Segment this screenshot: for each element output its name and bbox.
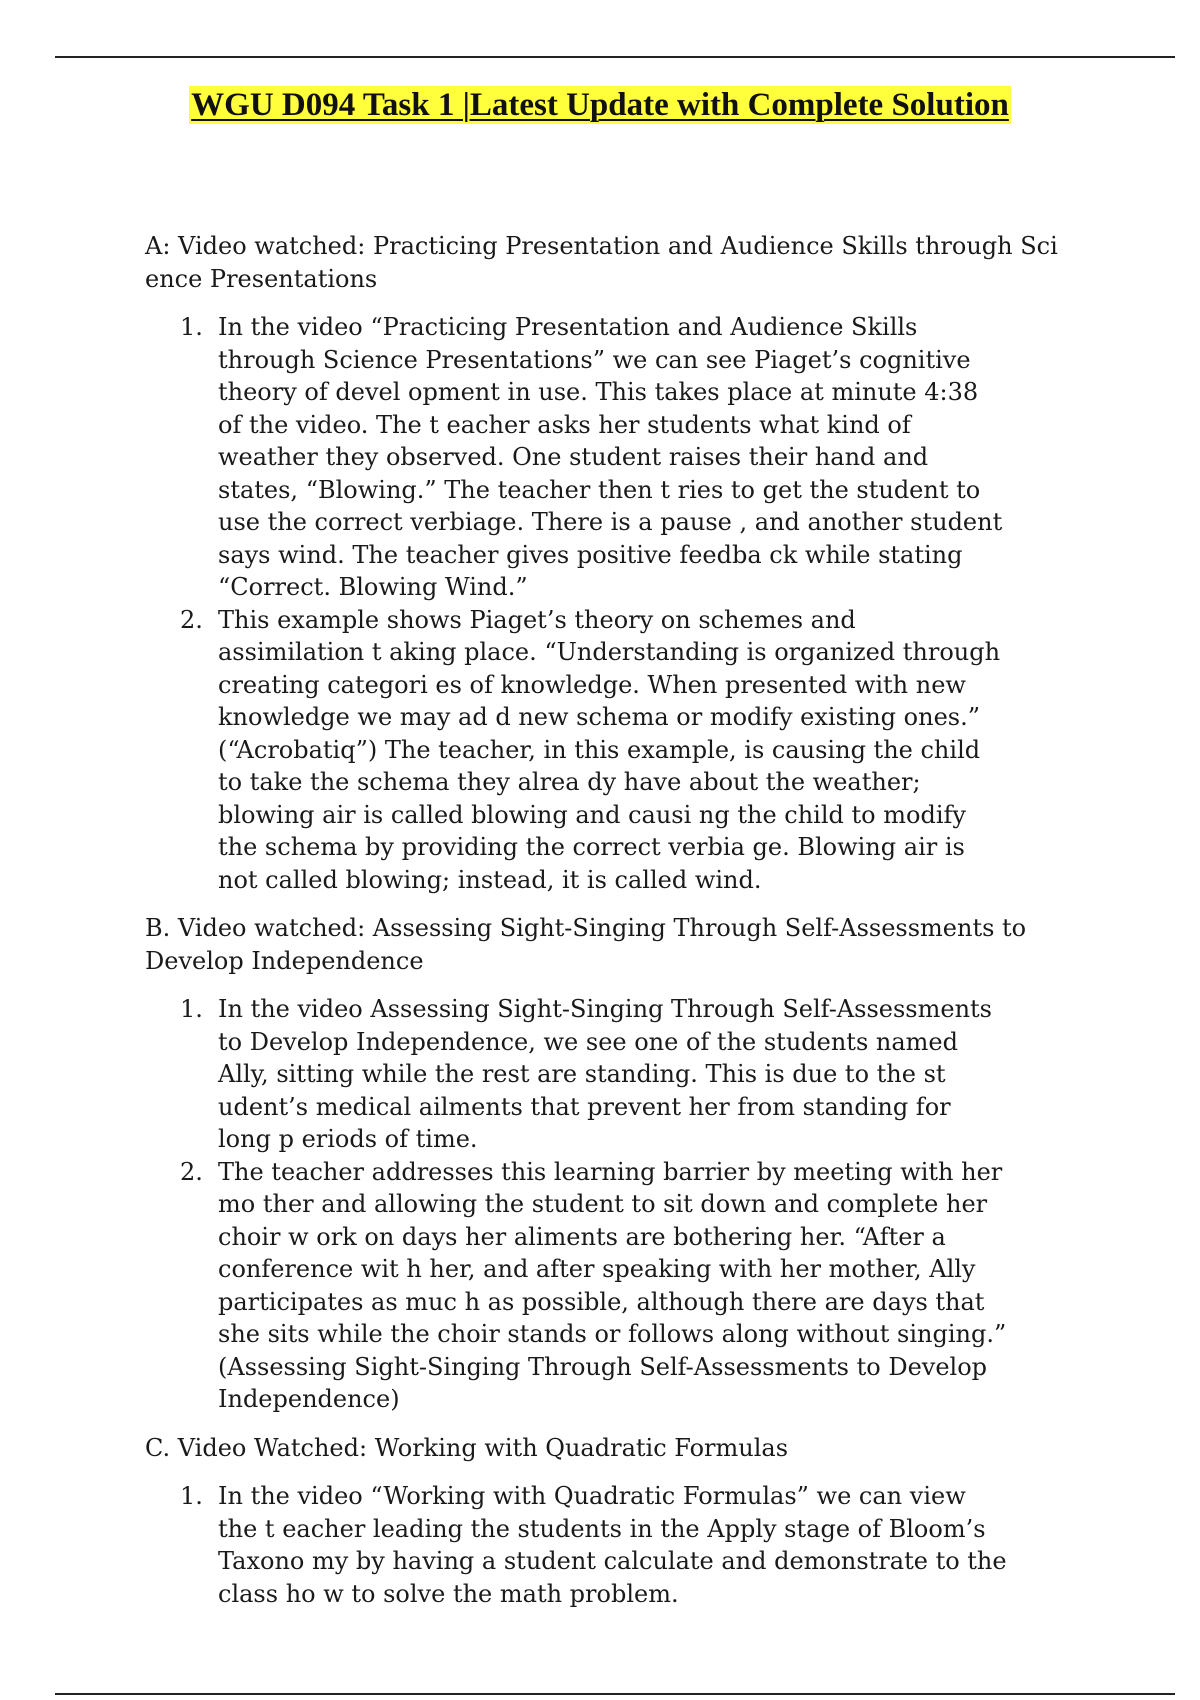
- list-item-text: In the video “Practicing Presentation and Audience Skills through Science Presentations” we can see Piaget’s cognitive theory of devel opment in use. This takes place at minute 4:38 of the video. The t eacher asks her students what kind of weather they observed. One student raises their hand and states, “Blowing.” The teacher then t ries to get the student to use the correct verbiage. There is a pause , and another student says wind. The teacher gives positive feedba ck while stating “Correct. Blowing Wind.”: [218, 313, 1003, 601]
- list-item: [145, 1480, 1090, 1610]
- section-heading: B. Video watched: Assessing Sight-Singing Through Self-Assessments to Develop Independence: [145, 914, 1027, 975]
- numbered-list: [145, 1480, 1090, 1610]
- list-item: [145, 1156, 1090, 1416]
- numbered-list: [145, 993, 1090, 1416]
- list-item: [145, 993, 1090, 1156]
- list-number: 2.: [180, 605, 203, 634]
- list-item-text: In the video “Working with Quadratic Formulas” we can view the t eacher leading the students in the Apply stage of Bloom’s Taxono my by having a student calculate and demonstrate to the class ho w to solve the math problem.: [218, 1482, 1007, 1608]
- document-title: WGU D094 Task 1 |Latest Update with Complete Solution: [191, 87, 1009, 123]
- numbered-list: [145, 311, 1090, 896]
- list-item: [145, 604, 1090, 897]
- bottom-rule: [55, 1693, 1175, 1695]
- list-item-text: The teacher addresses this learning barrier by meeting with her mo ther and allowing the student to sit down and complete her choir w ork on days her aliments are bothering her. “After a conference wit h her, and after speaking with her mother, Ally participates as muc h as possible, although there are days that she sits while the choir stands or follows along without singing.” (Assessing Sight-Singing Through Self-Assessments to Develop Independence): [218, 1157, 1007, 1413]
- list-item-text: In the video Assessing Sight-Singing Through Self-Assessments to Develop Independence, we see one of the students named Ally, sitting while the rest are standing. This is due to the st udent’s medical ailments that prevent her from standing for long p eriods of time.: [218, 995, 992, 1153]
- list-item-text: This example shows Piaget’s theory on schemes and assimilation t aking place. “Understanding is organized through creating categori es of knowledge. When presented with new knowledge we may ad d new schema or modify existing ones.” (“Acrobatiq”) The teacher, in this example, is causing the child to take the schema they alrea dy have about the weather; blowing air is called blowing and causi ng the child to modify the schema by providing the correct verbia ge. Blowing air is not called blowing; instead, it is called wind.: [218, 605, 1001, 894]
- list-number: 2.: [180, 1157, 203, 1186]
- list-number: 1.: [180, 1482, 203, 1510]
- document-body: [145, 230, 1090, 1626]
- list-item: [145, 311, 1090, 604]
- section-heading: C. Video Watched: Working with Quadratic Formulas: [145, 1433, 789, 1462]
- list-number: 1.: [180, 995, 203, 1023]
- section-b: [145, 912, 1090, 1416]
- list-number: 1.: [180, 313, 203, 341]
- title-container: [0, 86, 1200, 124]
- section-heading: A: Video watched: Practicing Presentation and Audience Skills through Sci ence Presentations: [145, 232, 1058, 293]
- section-a: [145, 230, 1090, 896]
- section-c: [145, 1432, 1090, 1611]
- top-rule: [55, 56, 1175, 58]
